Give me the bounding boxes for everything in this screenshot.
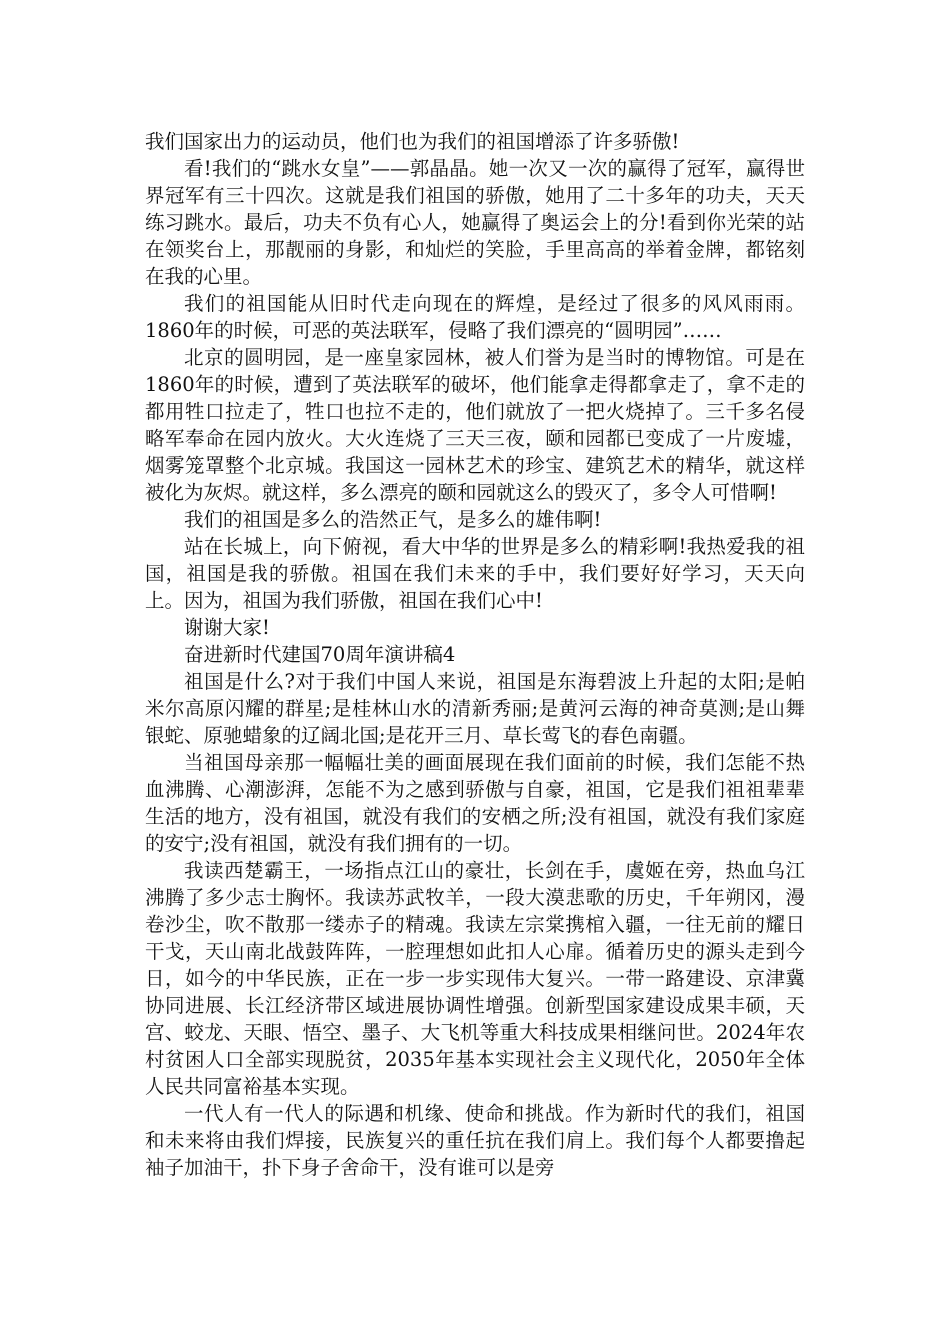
paragraph: 谢谢大家! [184, 616, 270, 639]
paragraph: 当祖国母亲那一幅幅壮美的画面展现在我们面前的时候，我们怎能不热血沸腾、心潮澎湃，怎能不为之感到骄傲与自豪，祖国，它是我们祖祖辈辈生活的地方，没有祖国，就没有我们的安栖之所;没有祖国，就没有我们家庭的安宁;没有祖国，就没有我们拥有的一切。 [145, 751, 805, 855]
paragraph: 我读西楚霸王，一场指点江山的豪壮，长剑在手，虞姬在旁，热血乌江沸腾了多少志士胸怀。我读苏武牧羊，一段大漠悲歌的历史，千年朔冈，漫卷沙尘，吹不散那一缕赤子的精魂。我读左宗棠携棺入疆，一往无前的耀日干戈，天山南北战鼓阵阵，一腔理想如此扣人心扉。循着历史的源头走到今日，如今的中华民族，正在一步一步实现伟大复兴。一带一路建设、京津冀协同进展、长江经济带区域进展协调性增强。创新型国家建设成果丰硕，天宫、蛟龙、天眼、悟空、墨子、大飞机等重大科技成果相继问世。2024年农村贫困人口全部实现脱贫，2035年基本实现社会主义现代化，2050年全体人民共同富裕基本实现。 [145, 859, 805, 1098]
paragraph: 我们的祖国能从旧时代走向现在的辉煌，是经过了很多的风风雨雨。1860年的时候，可恶的英法联军，侵略了我们漂亮的“圆明园”…… [145, 292, 805, 342]
document-body [145, 128, 805, 1181]
paragraph: 看!我们的“跳水女皇”——郭晶晶。她一次又一次的赢得了冠军，赢得世界冠军有三十四次。这就是我们祖国的骄傲，她用了二十多年的功夫，天天练习跳水。最后，功夫不负有心人，她赢得了奥运会上的分!看到你光荣的站在领奖台上，那靓丽的身影，和灿烂的笑脸，手里高高的举着金牌，都铭刻在我的心里。 [145, 157, 805, 288]
paragraph: 一代人有一代人的际遇和机缘、使命和挑战。作为新时代的我们，祖国和未来将由我们焊接，民族复兴的重任抗在我们肩上。我们每个人都要撸起袖子加油干，扑下身子舍命干，没有谁可以是旁 [145, 1102, 805, 1179]
paragraph: 祖国是什么?对于我们中国人来说，祖国是东海碧波上升起的太阳;是帕米尔高原闪耀的群星;是桂林山水的清新秀丽;是黄河云海的神奇莫测;是山舞银蛇、原驰蜡象的辽阔北国;是花开三月、草长莺飞的春色南疆。 [145, 670, 805, 747]
paragraph: 站在长城上，向下俯视，看大中华的世界是多么的精彩啊!我热爱我的祖国，祖国是我的骄傲。祖国在我们未来的手中，我们要好好学习，天天向上。因为，祖国为我们骄傲，祖国在我们心中! [145, 535, 805, 612]
paragraph: 我们的祖国是多么的浩然正气，是多么的雄伟啊! [184, 508, 602, 531]
paragraph: 我们国家出力的运动员，他们也为我们的祖国增添了许多骄傲! [145, 130, 680, 153]
paragraph: 北京的圆明园，是一座皇家园林，被人们誉为是当时的博物馆。可是在1860年的时候，遭到了英法联军的破坏，他们能拿走得都拿走了，拿不走的都用牲口拉走了，牲口也拉不走的，他们就放了一把火烧掉了。三千多名侵略军奉命在园内放火。大火连烧了三天三夜，颐和园都已变成了一片废墟，烟雾笼罩整个北京城。我国这一园林艺术的珍宝、建筑艺术的精华，就这样被化为灰烬。就这样，多么漂亮的颐和园就这么的毁灭了，多令人可惜啊! [145, 346, 805, 504]
section-heading: 奋进新时代建国70周年演讲稿4 [184, 643, 456, 666]
